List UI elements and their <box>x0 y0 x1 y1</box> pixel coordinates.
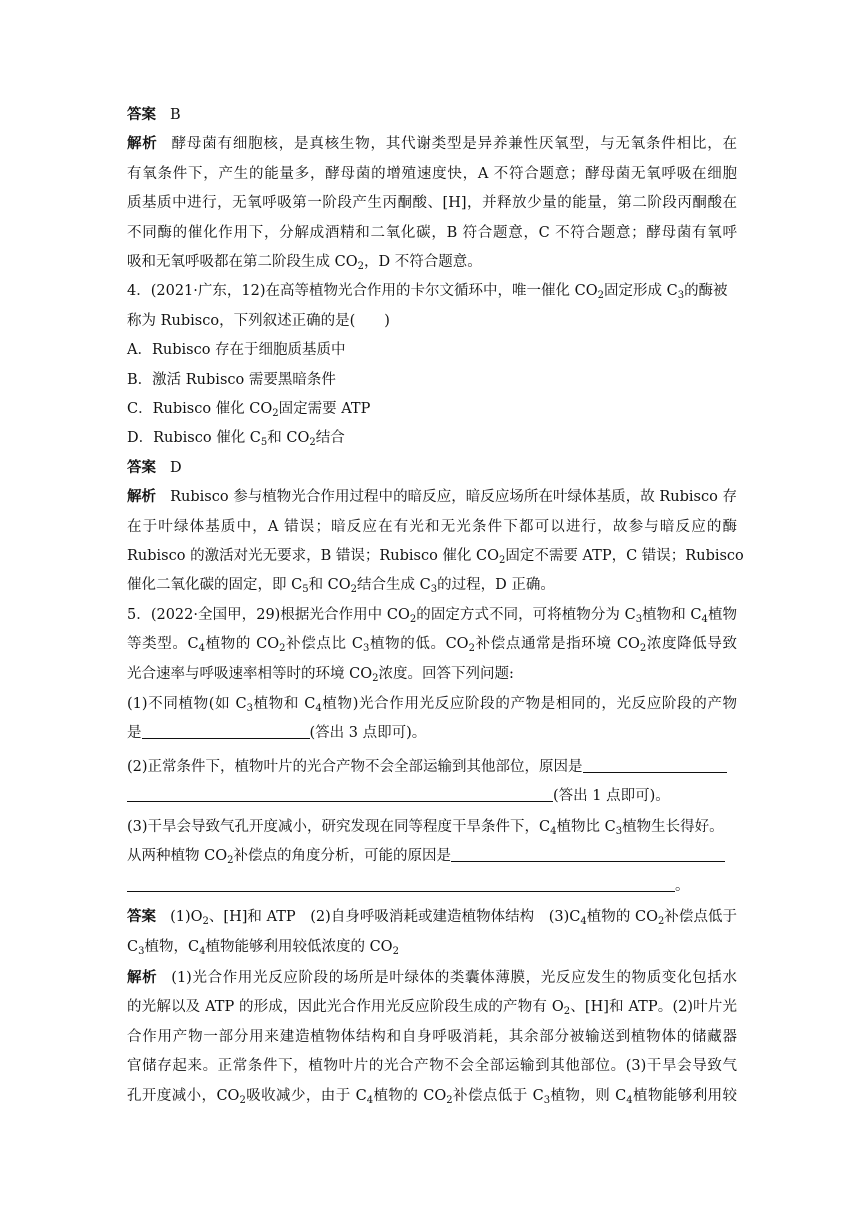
answer-blank <box>583 758 727 773</box>
subscript: 2 <box>279 643 286 654</box>
q5-part2-line-1 <box>127 757 737 777</box>
q5-analysis-line-2 <box>127 997 737 1017</box>
text-run: 植物，C <box>144 939 200 955</box>
subscript: 2 <box>372 673 379 684</box>
q5-part1-line-1 <box>127 694 737 714</box>
answer-label: 答案 <box>127 107 156 123</box>
analysis-label: 解析 <box>127 970 158 986</box>
subscript: 2 <box>446 1095 453 1106</box>
text-run: 浓度。回答下列问题: <box>378 666 514 682</box>
subscript: 3 <box>246 703 253 714</box>
text-run: Rubisco 参与植物光合作用过程中的暗反应，暗反应场所在叶绿体基质，故 Rubisco 存 <box>170 489 737 505</box>
q4-analysis-line-1 <box>127 487 737 507</box>
text-run: 。 <box>675 878 690 894</box>
text-run: 植物 <box>707 607 738 623</box>
text-run: 植物的 CO <box>586 909 658 925</box>
subscript: 4 <box>580 916 587 927</box>
text-run: 酵母菌有细胞核，是真核生物，其代谢类型是异养兼性厌氧型，与无氧条件相比，在 <box>171 136 738 152</box>
subscript: 2 <box>563 1006 571 1017</box>
q5-analysis-line-3: 合作用产物一部分用来建造植物体结构和自身呼吸消耗，其余部分被输送到植物体的储藏器 <box>127 1029 737 1045</box>
answer-blank <box>127 787 553 802</box>
text-run: 植物和 C <box>642 607 702 623</box>
analysis-label: 解析 <box>127 136 158 152</box>
subscript: 2 <box>202 916 209 927</box>
text-run: 补偿点低于 C <box>452 1088 544 1104</box>
answer-blank <box>451 847 725 862</box>
text-run: 补偿点的角度分析，可能的原因是 <box>233 848 451 864</box>
subscript: 4 <box>198 643 205 654</box>
text-run: 植物)光合作用光反应阶段的产物是相同的，光反应阶段的产物 <box>321 696 737 712</box>
text-run: 植物生长得好。 <box>622 819 724 835</box>
subscript: 3 <box>138 946 145 957</box>
text-run: 和 CO <box>267 430 310 446</box>
text-run: 固定形成 C <box>603 283 678 299</box>
text-run: 和 CO <box>308 577 351 593</box>
text-run: C．Rubisco 催化 CO <box>127 401 273 417</box>
text-run: 植物能够利用较低浓度的 CO <box>205 939 393 955</box>
q5-analysis-line-5 <box>127 1086 737 1106</box>
text-run: Rubisco 的激活对光无要求，B 错误；Rubisco 催化 CO <box>127 548 500 564</box>
answer-label: 答案 <box>127 909 157 925</box>
text-run: 浓度降低导致 <box>646 636 737 652</box>
text-run: 的固定方式不同，可将植物分为 C <box>416 607 636 623</box>
subscript: 4 <box>315 703 322 714</box>
q3-analysis-line-3: 质基质中进行，无氧呼吸第一阶段产生丙酮酸、[H]，并释放少量的能量，第二阶段丙酮酸在 <box>127 195 737 211</box>
subscript: 4 <box>199 946 206 957</box>
subscript: 4 <box>550 826 557 837</box>
subscript: 2 <box>350 584 358 595</box>
text-run: 催化二氧化碳的固定，即 C <box>127 577 303 593</box>
q4-stem-line-2: 称为 Rubisco，下列叙述正确的是( ) <box>127 313 390 329</box>
text-run: (1)不同植物(如 C <box>127 696 247 712</box>
q5-part3-line-2 <box>127 846 737 866</box>
subscript: 2 <box>357 261 364 272</box>
text-run: 等类型。C <box>127 636 199 652</box>
text-run: 孔开度减小，CO <box>127 1088 240 1104</box>
q4-option-b: B．激活 Rubisco 需要黑暗条件 <box>127 372 336 388</box>
text-run: 植物能够利用较 <box>632 1088 738 1104</box>
answer-blank <box>127 877 675 892</box>
q3-analysis-line-2: 有氧条件下，产生的能量多，酵母菌的增殖速度快，A 不符合题意；酵母菌无氧呼吸在细胞 <box>127 166 737 182</box>
text-run: 5．(2022·全国甲，29)根据光合作用中 CO <box>127 607 410 623</box>
text-run: 从两种植物 CO <box>127 848 228 864</box>
subscript: 4 <box>366 1095 374 1106</box>
text-run: (3)干旱会导致气孔开度减小，研究发现在同等程度干旱条件下，C <box>127 819 551 835</box>
q5-stem-line-1 <box>127 605 737 625</box>
subscript: 2 <box>639 643 647 654</box>
text-run: 的光解以及 ATP 的形成，因此光合作用光反应阶段生成的产物有 O <box>127 999 564 1015</box>
answer-blank <box>142 724 310 739</box>
subscript: 2 <box>272 408 279 419</box>
text-run: 补偿点低于 <box>664 909 737 925</box>
q4-option-c <box>127 399 737 419</box>
text-run: (1)O <box>170 909 203 925</box>
text-run: 的酶被 <box>684 283 728 299</box>
text-run: 补偿点通常是指环境 CO <box>474 636 640 652</box>
q3-analysis-line-5 <box>127 252 737 272</box>
q5-answer-line-2 <box>127 937 737 957</box>
subscript: 5 <box>302 584 309 595</box>
q3-analysis-line-4: 不同酶的催化作用下，分解成酒精和二氧化碳，B 符合题意，C 不符合题意；酵母菌有氧呼 <box>127 225 737 241</box>
text-run: (1)光合作用光反应阶段的场所是叶绿体的类囊体薄膜，光反应发生的物质变化包括水 <box>171 970 737 986</box>
q4-analysis-line-3 <box>127 546 744 566</box>
text-run: 的过程，D 正确。 <box>437 577 555 593</box>
text-run: 吸和无氧呼吸都在第二阶段生成 CO <box>127 254 358 270</box>
q4-stem-line-1 <box>127 281 737 301</box>
text-run: 植物比 C <box>556 819 616 835</box>
subscript: 4 <box>701 614 708 625</box>
q4-answer-line <box>127 458 737 478</box>
subscript: 2 <box>392 946 399 957</box>
subscript: 2 <box>468 643 475 654</box>
text-run: 植物和 C <box>252 696 316 712</box>
q5-analysis-line-1 <box>127 968 737 988</box>
q5-stem-line-2 <box>127 634 737 654</box>
answer-label: 答案 <box>127 460 156 476</box>
q4-analysis-line-4 <box>127 575 737 595</box>
subscript: 3 <box>543 1095 551 1106</box>
text-run: 结合生成 C <box>357 577 431 593</box>
q5-stem-line-3 <box>127 664 737 684</box>
text-run: 光合速率与呼吸速率相等时的环境 CO <box>127 666 373 682</box>
subscript: 2 <box>657 916 665 927</box>
text-run: 补偿点比 C <box>285 636 363 652</box>
subscript: 3 <box>430 584 438 595</box>
q3-answer-line <box>127 105 737 125</box>
q4-option-a: A．Rubisco 存在于细胞质基质中 <box>127 342 346 358</box>
text-run: (答出 3 点即可)。 <box>309 725 427 741</box>
text-run: 固定需要 ATP <box>278 401 371 417</box>
q5-part2-line-2 <box>127 786 737 806</box>
text-run: (2)正常条件下，植物叶片的光合产物不会全部运输到其他部位，原因是 <box>127 759 583 775</box>
text-run: 植物，则 C <box>550 1088 627 1104</box>
subscript: 3 <box>362 643 370 654</box>
text-run: 是 <box>127 725 142 741</box>
text-run: ，D 不符合题意。 <box>363 254 482 270</box>
q4-option-d <box>127 428 737 448</box>
q3-answer-value: B <box>170 107 181 123</box>
q4-answer-value: D <box>170 460 182 476</box>
text-run: D．Rubisco 催化 C <box>127 430 261 446</box>
subscript: 2 <box>499 555 506 566</box>
text-run: 固定不需要 ATP，C 错误；Rubisco <box>505 548 744 564</box>
text-run: C <box>127 939 139 955</box>
q3-analysis-line-1 <box>127 134 737 154</box>
subscript: 3 <box>677 290 685 301</box>
text-run: 植物的 CO <box>373 1088 447 1104</box>
text-run: 4．(2021·广东，12)在高等植物光合作用的卡尔文循环中，唯一催化 CO <box>127 283 598 299</box>
text-run: 植物的 CO <box>204 636 280 652</box>
q4-analysis-line-2: 在于叶绿体基质中，A 错误；暗反应在有光和无光条件下都可以进行，故参与暗反应的酶 <box>127 519 737 535</box>
subscript: 3 <box>635 614 643 625</box>
text-run: (答出 1 点即可)。 <box>553 788 670 804</box>
subscript: 2 <box>597 290 604 301</box>
subscript: 2 <box>409 614 417 625</box>
text-run: 结合 <box>315 430 345 446</box>
subscript: 3 <box>615 826 623 837</box>
text-run: 吸收减少，由于 C <box>245 1088 367 1104</box>
analysis-label: 解析 <box>127 489 157 505</box>
subscript: 2 <box>227 855 234 866</box>
subscript: 5 <box>260 437 268 448</box>
q5-analysis-line-4: 官储存起来。正常条件下，植物叶片的光合产物不会全部运输到其他部位。(3)干旱会导致气 <box>127 1058 737 1074</box>
q5-part3-line-3 <box>127 876 737 896</box>
text-run: 、[H]和 ATP (2)自身呼吸消耗或建造植物体结构 (3)C <box>208 909 581 925</box>
text-run: 植物的低。CO <box>369 636 469 652</box>
subscript: 2 <box>239 1095 246 1106</box>
subscript: 2 <box>309 437 316 448</box>
text-run: 、[H]和 ATP。(2)叶片光 <box>570 999 737 1015</box>
subscript: 4 <box>626 1095 633 1106</box>
q5-part1-line-2 <box>127 723 737 743</box>
q5-answer-line-1 <box>127 907 737 927</box>
q5-part3-line-1 <box>127 817 737 837</box>
